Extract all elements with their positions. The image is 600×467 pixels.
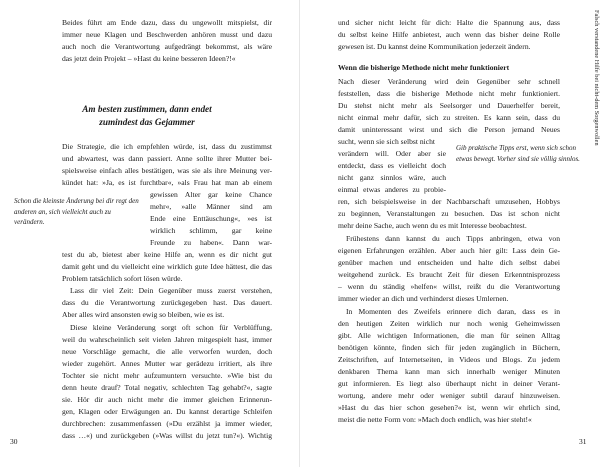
text-line: Lass dir viel Zeit: Dein Gegenüber muss zuerst verstehen, <box>70 286 272 295</box>
text-line: »Hast du das hier schon gesehen?« ist, wenn wir ehrlich sind, <box>338 403 560 412</box>
text-line: wortung, andere mehr oder weniger subtil darauf hinzuweisen. <box>338 391 560 400</box>
text-line: Freunde zu haben«. Dann war- <box>150 238 272 247</box>
text-line: sucht, wenn sie sich selbst nicht <box>338 137 436 146</box>
text-line: Aber alles wird ansonsten ewig so bleiben, wie es ist. <box>62 310 225 319</box>
text-line: Beides führt am Ende dazu, dass du ungewollt mitspielst, dir <box>62 18 272 27</box>
text-line: Du stehst nicht mehr als Seelsorger und Dauerhelfer bereit, <box>338 101 560 110</box>
text-line: und abwartest, was dann passiert. Anne sollte ihrer Mutter bei- <box>62 154 272 163</box>
text-line: test du ab, bietest aber keine Hilfe an, wenn es dir nicht gut <box>62 250 272 259</box>
text-line: einmal etwas anderes zu probie- <box>338 185 446 194</box>
text-line: das jetzt dein Projekt – »Hast du keine besseren Ideen?!« <box>62 54 236 63</box>
text-line: feststellen, dass die bisherige Methode nicht mehr funktioniert. <box>338 89 560 98</box>
text-line: nicht ganz sinnlos wäre, auch <box>338 173 446 182</box>
text-line: immer wieder an dich und verhinderst dieses Umlernen. <box>338 294 509 303</box>
text-line: benötigen könnte, finden sich für jeden zugänglich in Büchern, <box>338 343 560 352</box>
text-line: den heutigen Zeiten wirklich nur noch wenig Geheimwissen <box>338 319 560 328</box>
text-line: gibt. Alle wichtigen Informationen, die man für seinen Alltag <box>338 331 560 340</box>
right-page <box>300 0 600 467</box>
text-line: gen, Klagen oder Erwägungen an. Du kannst derartige Schleifen <box>62 407 272 416</box>
text-line: wirklich schlimm, gar keine <box>150 226 272 235</box>
text-line: sie. Hör dir auch nicht mehr die immer gleichen Erinnerun- <box>62 395 272 404</box>
text-line: kündet hat: »Ja, es ist furchtbar«, »als Frau hat man ab einem <box>62 178 272 187</box>
text-line: mehr deine Sache, auch wenn du es mit Interesse beobachtest. <box>338 221 527 230</box>
text-line: Die Strategie, die ich empfehlen würde, ist, dass du zustimmst <box>62 142 272 151</box>
text-line: nicht einmal mehr dafür, sich zu streiten. Es kann sein, dass du <box>338 113 560 122</box>
text-line: eigenen Erfahrungen erzählen. Aber auch hier gilt: Lass dein Ge- <box>338 246 560 255</box>
text-line: und sicher nicht leicht für dich: Halte die Spannung aus, dass <box>338 18 560 27</box>
text-line: Frühestens dann kannst du auch Tipps anbringen, etwa von <box>346 234 560 243</box>
text-line: Nach dieser Veränderung wird dein Gegenüber sehr schnell <box>338 77 560 86</box>
text-line: meist die nette Form von: »Mach doch endlich, was hier steht!« <box>338 415 532 424</box>
text-line: durchbrechen: zusammenfassen (»Du erzählst ja immer wieder, <box>62 419 272 428</box>
text-line: dass …«) und zurückgeben (»Was willst du jetzt tun?«). Wichtig <box>62 431 272 440</box>
text-line: gut informieren. Es liegt also überhaupt nicht in deiner Verant- <box>338 379 560 388</box>
section-heading-line: zumindest das Gejammer <box>99 117 195 127</box>
text-line: mehr«, »alle Männer sind am <box>150 202 272 211</box>
text-line: Diese kleine Veränderung sorgt oft schon für Verblüffung, <box>70 323 272 332</box>
text-line: Tochter sie nicht mehr aufzumuntern versuchte. »Wie bist du <box>62 371 272 380</box>
text-line: denn heute drauf? Total negativ, schlechten Tag gehabt?«, sagte <box>62 383 272 392</box>
text-line: entdeckt, dass es vielleicht doch <box>338 161 446 170</box>
margin-note: Gib praktische Tipps erst, wenn sich schon etwas bewegt. Vorher sind sie völlig sinnlos. <box>456 144 580 163</box>
text-line: dass du die Verantwortung zurückgegeben hast. Das dauert. <box>62 298 272 307</box>
text-line: damit uninteressant wirst und sich die Person jemand Neues <box>338 125 560 134</box>
text-line: auch noch die Verantwortung aufgedrängt bekommst, als wäre <box>62 42 272 51</box>
page-number: 30 <box>10 437 18 446</box>
text-line: zu beginnen, Veranstaltungen zu besuchen. Das ist schon nicht <box>338 209 560 218</box>
text-line: – wenn du ständig »helfen« willst, reißt du die Verantwortung <box>338 282 560 291</box>
running-head: Falsch verstandene Hilfe bei nicht-dem Sorgenwollen <box>593 10 600 146</box>
section-subheading: Wenn die bisherige Methode nicht mehr funktioniert <box>338 63 510 72</box>
page-number: 31 <box>579 437 587 446</box>
text-line: du selbst keine Hilfe anbietest, auch wenn das bisher deine Rolle <box>338 30 560 39</box>
text-line: Zeitschriften, auf Internetseiten, in Videos und Blogs. Zu jedem <box>338 355 560 364</box>
text-line: In Momenten des Zweifels erinnere dich daran, dass es in <box>346 307 560 316</box>
text-line: genüber machen und entscheiden und halte dich selbst dabei <box>338 258 560 267</box>
text-line: weil du wahrscheinlich seit vielen Jahren mitgespielt hast, immer <box>62 335 272 344</box>
text-line: verändern will. Oder aber sie <box>338 149 446 158</box>
text-line: gewesen ist. Du kannst deine Kommunikation jederzeit ändern. <box>338 42 531 51</box>
text-line: ren, sich beispielsweise in der Nachbarschaft umzusehen, Hobbys <box>338 197 560 206</box>
text-line: neue Vorschläge gemacht, die alle verworfen wurden, doch <box>62 347 272 356</box>
text-line: denkbaren Thema kann man sich innerhalb weniger Minuten <box>338 367 560 376</box>
text-line: gewissen Alter gar keine Chance <box>150 190 272 199</box>
margin-note: Schon die kleinste Änderung bei dir regt den anderen an, sich vielleicht auch zu verändern. <box>14 197 139 226</box>
text-line: Problem tatsächlich sofort lösen würde. <box>62 274 183 283</box>
text-line: spielsweise einfach alles bestätigen, was sie als ihre Meinung ver- <box>62 166 272 175</box>
text-line: damit geht und du vielleicht eine wirklich gute Idee hättest, die das <box>62 262 272 271</box>
section-heading-line: Am besten zustimmen, dann endet <box>82 104 212 114</box>
text-line: immer neue Klagen und Beschwerden anhören musst und dazu <box>62 30 272 39</box>
text-line: weitgehend zurück. Es braucht Zeit für diesen Erkenntnisprozess <box>338 270 560 279</box>
text-line: Ende eine Enttäuschung«, »es ist <box>150 214 272 223</box>
text-line: wieder zugehört. Annes Mutter war gerädezu irritiert, als ihre <box>62 359 272 368</box>
